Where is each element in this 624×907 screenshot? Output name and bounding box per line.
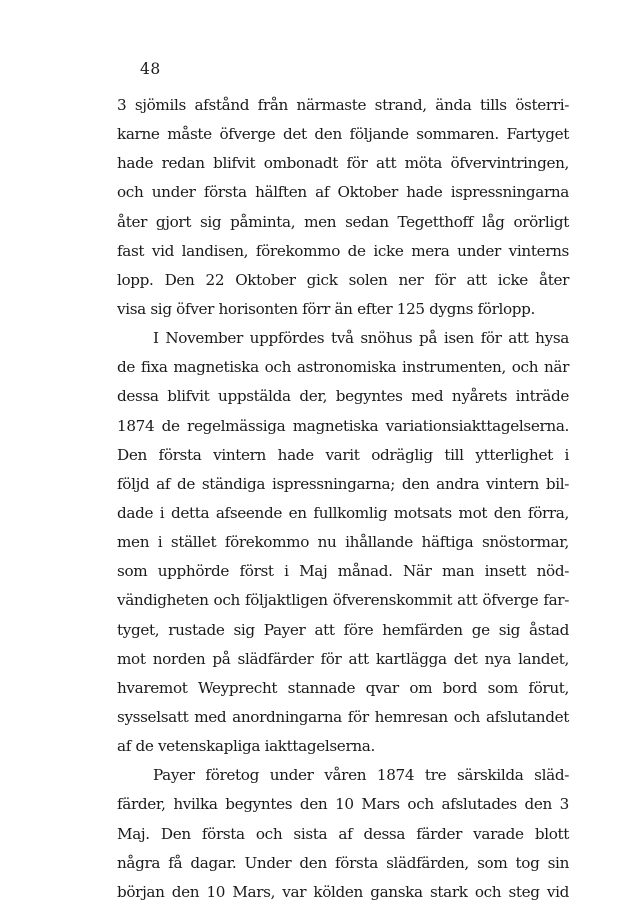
text-line: Payer företog under våren 1874 tre särskilda släd- — [153, 766, 569, 785]
text-line: och under första hälften af Oktober hade ispressningarna — [117, 183, 569, 202]
text-line: hade redan blifvit ombonadt för att möta öfvervintringen, — [117, 154, 569, 173]
text-line: I November uppfördes två snöhus på isen för att hysa — [153, 329, 569, 348]
text-line: men i stället förekommo nu ihållande häftiga snöstormar, — [117, 533, 569, 552]
text-line: visa sig öfver horisonten förr än efter 125 dygns förlopp. — [117, 299, 536, 318]
text-line: åter gjort sig påminta, men sedan Tegetthoff låg orörligt — [117, 212, 569, 231]
text-line: mot norden på slädfärder för att kartlägga det nya landet, — [117, 649, 569, 668]
page-number: 48 — [140, 60, 161, 78]
text-line: de fixa magnetiska och astronomiska instrumenten, och när — [117, 358, 569, 377]
text-line: dade i detta afseende en fullkomlig motsats mot den förra, — [117, 503, 569, 522]
text-line: sysselsatt med anordningarna för hemresan och afslutandet — [117, 707, 569, 726]
text-line: Den första vintern hade varit odräglig till ytterlighet i — [117, 445, 569, 464]
text-line: 3 sjömils afstånd från närmaste strand, ända tills österri- — [117, 96, 569, 114]
text-line: vändigheten och följaktligen öfverenskommit att öfverge far- — [117, 591, 569, 610]
text-line: af de vetenskapliga iakttagelserna. — [117, 737, 375, 756]
text-line: följd af de ständiga ispressningarna; den andra vintern bil- — [117, 474, 569, 493]
text-line: tyget, rustade sig Payer att före hemfärden ge sig åstad — [117, 620, 569, 639]
text-line: hvaremot Weyprecht stannade qvar om bord som förut, — [117, 678, 569, 697]
text-line: Maj. Den första och sista af dessa färder varade blott — [117, 824, 569, 843]
text-line: som upphörde först i Maj månad. När man insett nöd- — [117, 562, 569, 581]
text-line: karne måste öfverge det den följande sommaren. Fartyget — [117, 125, 569, 144]
text-line: fast vid landisen, förekommo de icke mera under vinterns — [117, 241, 569, 260]
text-line: 1874 de regelmässiga magnetiska variationsiakttagelserna. — [117, 416, 569, 435]
text-line: lopp. Den 22 Oktober gick solen ner för att icke åter — [117, 270, 569, 289]
text-line: några få dagar. Under den första slädfärden, som tog sin — [117, 853, 569, 872]
text-line: dessa blifvit uppstälda der, begyntes med nyårets inträde — [117, 387, 569, 406]
body-text — [117, 91, 569, 907]
text-line: början den 10 Mars, var kölden ganska stark och steg vid — [117, 882, 569, 901]
text-line: färder, hvilka begyntes den 10 Mars och afslutades den 3 — [117, 795, 569, 814]
